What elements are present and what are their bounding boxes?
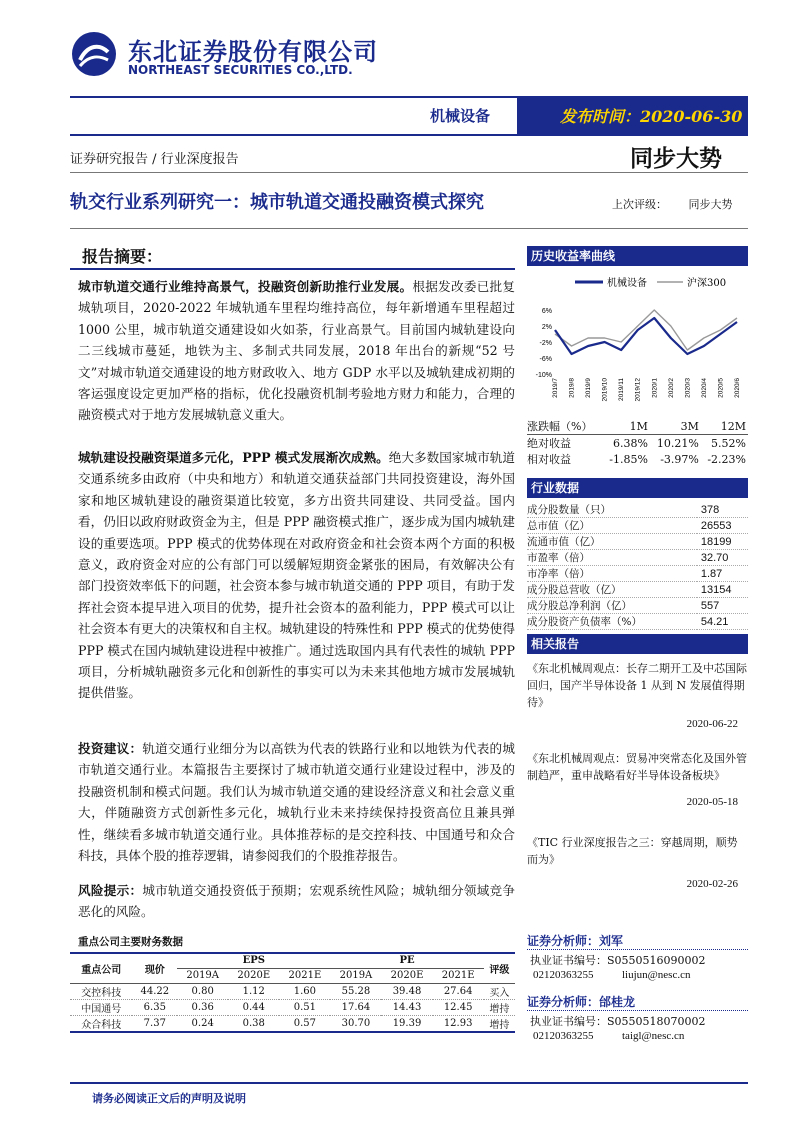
pe-value: 27.64 [433, 983, 484, 999]
x-tick-label: 2020/6 [734, 378, 741, 398]
analyst-name: 证券分析师：刘军 [527, 934, 624, 948]
cell: 10.21% [656, 436, 699, 450]
x-tick-label: 2019/8 [568, 378, 576, 398]
series-line-2 [555, 310, 737, 350]
pe-value: 12.93 [433, 1015, 484, 1032]
divider [70, 228, 748, 229]
history-heading: 历史收益率曲线 [527, 246, 748, 266]
company-name-cn: 东北证券股份有限公司 [128, 38, 378, 66]
header-cell: 涨跌幅（%） [527, 418, 603, 435]
row-label: 成分股总净利润（亿） [527, 598, 697, 614]
header-rating: 评级 [484, 953, 515, 983]
table-row [527, 598, 748, 614]
table-row [70, 983, 515, 999]
y-tick-label: 6% [541, 308, 552, 315]
x-tick-label: 2019/11 [618, 378, 626, 402]
previous-rating-value: 同步大势 [688, 198, 733, 211]
eps-value: 0.38 [228, 1015, 279, 1032]
year-header: 2021E [288, 970, 322, 981]
eps-value: 0.36 [177, 999, 228, 1015]
x-axis [552, 378, 741, 402]
cell: -1.85% [609, 452, 648, 466]
paragraph-body: 轨道交通行业细分为以高铁为代表的铁路行业和以地铁为代表的城市轨道交通行业。本篇报告主要探讨了城市轨道交通行业建设过程中，涉及的投融资机制和模式问题。我们认为城市轨道交通的建设经济意义和社会意义重大，伴随融资方式创新性多元化，城轨行业未来持续保持投资高位且兼具弹性，继续看多城市轨道交通行业。具体推荐标的是交控科技、中国通号和众合科技，具体个股的推荐逻辑，请参阅我们的个股推荐报告。 [78, 741, 516, 864]
pe-value: 19.39 [381, 1015, 432, 1032]
eps-value: 0.51 [279, 999, 330, 1015]
table-row [70, 999, 515, 1015]
x-tick-label: 2020/5 [717, 378, 725, 398]
year-header: 2019A [186, 970, 220, 981]
industry-label: 机械设备 [430, 107, 491, 125]
table-row [527, 534, 748, 550]
table-row [527, 582, 748, 598]
legend-label-2: 沪深300 [687, 278, 727, 289]
pe-value: 55.28 [330, 983, 381, 999]
row-label: 市盈率（倍） [527, 550, 697, 566]
analyst-phone: 02120363255 [533, 969, 594, 981]
chart-series [555, 310, 737, 354]
performance-table [527, 418, 748, 467]
row-label: 绝对收益 [527, 437, 571, 450]
related-report-date: 2020-06-22 [686, 718, 738, 730]
breadcrumb: 证券研究报告 / 行业深度报告 [70, 152, 239, 167]
header-pe: PE [330, 953, 483, 968]
x-tick-label: 2020/1 [651, 378, 659, 398]
x-tick-label: 2019/10 [601, 378, 609, 402]
chart-legend [575, 276, 726, 289]
analyst-cert: 执业证书编号：S0550516090002 [530, 954, 706, 967]
cell: -2.23% [707, 452, 746, 466]
eps-value: 0.44 [228, 999, 279, 1015]
summary-paragraph-2 [78, 447, 515, 704]
rating: 增持 [484, 1015, 515, 1032]
pe-value: 39.48 [381, 983, 432, 999]
related-report-item[interactable]: 《东北机械周观点：贸易冲突常态化及国外管制趋严，重申战略看好半导体设备板块》 [527, 752, 747, 782]
y-tick-label: -10% [535, 372, 552, 379]
y-axis [536, 308, 552, 379]
table-row [527, 435, 748, 452]
row-value: 54.21 [697, 614, 748, 630]
footer-disclaimer: 请务必阅读正文后的声明及说明 [92, 1092, 246, 1105]
eps-value: 0.57 [279, 1015, 330, 1032]
x-tick-label: 2019/12 [634, 378, 642, 402]
pe-value: 12.45 [433, 999, 484, 1015]
cell: 5.52% [711, 436, 746, 450]
x-tick-label: 2020/3 [684, 378, 692, 398]
analyst-cert: 执业证书编号：S0550518070002 [530, 1015, 706, 1028]
paragraph-body: 根据发改委已批复城轨项目，2020-2022 年城轨通车里程均维持高位，每年新增通车里程超过 1000 公里，城市轨道交通建设如火如荼，行业高景气。目前国内城轨建设向二三线城市蔓延，地铁为主、多制式共同发展，2018 年出台的新规“52 号文”对城市轨道交通建设的地方财政收入、地方 GDP 水平以及城轨建成初期的客运强度设定更加严格的指标，优化投融资机制考验地方财力和能力，合理的融资模式对于地方发展城轨意义重大。 [78, 279, 516, 423]
year-header: 2020E [237, 970, 271, 981]
company-name: 交控科技 [70, 983, 132, 999]
cell: -3.97% [660, 452, 699, 466]
previous-rating-label: 上次评级： [612, 198, 667, 211]
footer-rule [70, 1082, 748, 1084]
price: 7.37 [132, 1015, 177, 1032]
analyst-phone: 02120363255 [533, 1030, 594, 1042]
financial-table [70, 952, 515, 1033]
eps-value: 0.24 [177, 1015, 228, 1032]
eps-value: 1.60 [279, 983, 330, 999]
paragraph-body: 城市轨道交通投资低于预期；宏观系统性风险；城轨细分领域竞争恶化的风险。 [78, 883, 516, 920]
table-row [527, 451, 748, 467]
row-value: 557 [697, 598, 748, 614]
summary-rule [70, 268, 515, 270]
table-header-row [527, 418, 748, 435]
paragraph-lead: 风险提示： [78, 883, 143, 898]
rating: 买入 [484, 983, 515, 999]
industry-data-heading: 行业数据 [527, 478, 748, 498]
y-tick-label: -6% [539, 356, 552, 363]
table-row [527, 614, 748, 630]
row-value: 18199 [697, 534, 748, 550]
related-report-date: 2020-05-18 [686, 796, 738, 808]
table-row [527, 518, 748, 534]
row-label: 流通市值（亿） [527, 534, 697, 550]
company-name-en: NORTHEAST SECURITIES CO.,LTD. [128, 63, 353, 77]
rating: 增持 [484, 999, 515, 1015]
header-cell: 3M [650, 418, 701, 435]
industry-data-table [527, 502, 748, 630]
row-label: 成分股数量（只） [527, 502, 697, 518]
price: 44.22 [132, 983, 177, 999]
x-tick-label: 2019/7 [552, 378, 559, 398]
investment-advice [78, 738, 515, 866]
series-line-1 [555, 318, 737, 354]
header-company: 重点公司 [70, 953, 132, 983]
paragraph-lead: 城市轨道交通行业维持高景气，投融资创新助推行业发展。 [78, 279, 413, 294]
row-value: 26553 [697, 518, 748, 534]
paragraph-body: 绝大多数国家城市轨道交通系统多由政府（中央和地方）和轨道交通获益部门共同投资建设，海外国家和地区城轨建设的融资渠道比较宽，多方出资共同建设、共同受益。国内看，仍旧以政府财政资金为主，但是 PPP 融资模式推广，逐步成为国内城轨建设的重要选项。PPP 模式的优势体现在对政府资金和社会资本两个方面的积极意义，政府资金对应的公有部门可以缓解短期资金紧张的困局，有效解决公有部门投资效率低下的问题，社会资本参与城市轨道交通的 PPP 项目，有助于发挥社会资本提早进入项目的优势，提升社会资本的盈利能力，PPP 模式可以让社会资本有更大的决策权和自主权。城轨建设的特殊性和 PPP 模式的优势使得 PPP 模式在国内城轨建设进程中被推广。通过选取国内具有代表性的城轨 PPP 项目，分析城轨融资多元化和创新性的事实可以为未来其他地方城市发展城轨提供借鉴。 [78, 450, 516, 701]
legend-label-1: 机械设备 [607, 278, 647, 289]
row-label: 市净率（倍） [527, 566, 697, 582]
paragraph-lead: 投资建议： [78, 741, 143, 756]
analyst-name: 证券分析师：邰桂龙 [527, 995, 636, 1009]
cell: 6.38% [612, 436, 648, 450]
row-value: 1.87 [697, 566, 748, 582]
related-reports-heading: 相关报告 [527, 634, 748, 654]
analyst-email[interactable]: taigl@nesc.cn [622, 1030, 685, 1042]
header-eps: EPS [177, 953, 330, 968]
table-row [70, 1015, 515, 1032]
header-cell: 1M [603, 418, 650, 435]
related-report-item[interactable]: 《东北机械周观点：长存二期开工及中芯国际回归，国产半导体设备 1 从到 N 发展值得期待》 [527, 662, 747, 709]
report-title: 轨交行业系列研究一：城市轨道交通投融资模式探究 [70, 192, 484, 213]
y-tick-label: -2% [539, 340, 552, 347]
eps-value: 0.80 [177, 983, 228, 999]
year-header: 2019A [339, 970, 373, 981]
header-cell: 12M [701, 418, 748, 435]
table-row [527, 550, 748, 566]
row-value: 32.70 [697, 550, 748, 566]
divider [70, 172, 748, 173]
y-tick-label: 2% [541, 324, 552, 331]
analyst-divider [527, 1010, 748, 1011]
analyst-email[interactable]: liujun@nesc.cn [622, 969, 691, 981]
company-name: 众合科技 [70, 1015, 132, 1032]
row-label: 成分股总营收（亿） [527, 582, 697, 598]
x-tick-label: 2020/4 [700, 378, 708, 398]
x-tick-label: 2020/2 [667, 378, 675, 398]
risk-warning [78, 880, 515, 923]
pe-value: 17.64 [330, 999, 381, 1015]
x-tick-label: 2019/9 [585, 378, 593, 398]
related-report-date: 2020-02-26 [686, 878, 738, 890]
paragraph-lead: 城轨建设投融资渠道多元化，PPP 模式发展渐次成熟。 [78, 450, 389, 465]
analyst-divider [527, 949, 748, 950]
pe-value: 30.70 [330, 1015, 381, 1032]
row-value: 378 [697, 502, 748, 518]
rating-label: 同步大势 [630, 145, 722, 172]
table-row [527, 566, 748, 582]
history-chart [527, 270, 748, 412]
header-price: 现价 [132, 953, 177, 983]
previous-rating [612, 196, 733, 212]
year-header: 2020E [390, 970, 424, 981]
company-logo [70, 30, 118, 78]
pe-value: 14.43 [381, 999, 432, 1015]
table-row [527, 502, 748, 518]
financial-table-title: 重点公司主要财务数据 [78, 936, 183, 948]
summary-heading: 报告摘要： [82, 247, 163, 266]
row-label: 相对收益 [527, 453, 571, 466]
row-value: 13154 [697, 582, 748, 598]
price: 6.35 [132, 999, 177, 1015]
related-report-item[interactable]: 《TIC 行业深度报告之三：穿越周期，顺势而为》 [527, 836, 738, 866]
publish-date: 发布时间：2020-06-30 [560, 107, 743, 126]
summary-paragraph-1 [78, 276, 515, 426]
company-name: 中国通号 [70, 999, 132, 1015]
row-label: 成分股资产负债率（%） [527, 614, 697, 630]
eps-value: 1.12 [228, 983, 279, 999]
row-label: 总市值（亿） [527, 518, 697, 534]
year-header: 2021E [441, 970, 475, 981]
